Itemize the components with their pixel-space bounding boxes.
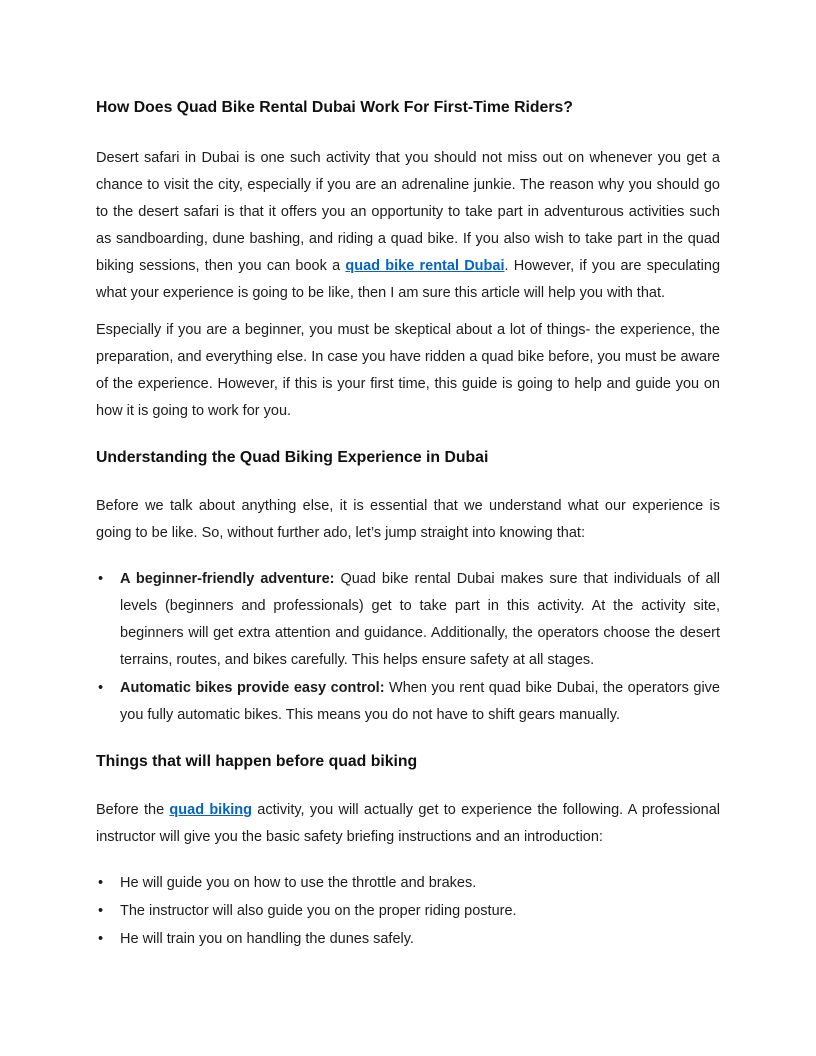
quad-biking-link[interactable]: quad biking (169, 802, 253, 818)
list-item: • The instructor will also guide you on the proper riding posture. (96, 898, 720, 925)
text-run: A beginner-friendly adventure: (120, 571, 335, 587)
text-run: Before the (96, 802, 170, 818)
intro-paragraph-1 (96, 145, 720, 307)
understanding-intro-paragraph: Before we talk about anything else, it is essential that we understand what our experience is going to be like. So, without further ado, let’s jump straight into knowing that: (96, 498, 720, 541)
text-run: activity, you will actually get to experience the following. A professional instructor will give you the basic safety briefing instructions and an introduction: (96, 802, 721, 845)
briefing-bullet-list (96, 870, 720, 953)
text-run: When you rent quad bike Dubai, the operators give you fully automatic bikes. This means you do not have to shift gears manually. (120, 680, 720, 723)
text-run: Quad bike rental Dubai makes sure that individuals of all levels (beginners and professionals) get to take part in this activity. At the activity site, beginners will get extra attention and guidance. Additionally, the operators choose the desert terrains, routes, and bikes carefully. This helps ensure safety at all stages. (120, 571, 720, 668)
quad-bike-rental-dubai-link[interactable]: quad bike rental Dubai (345, 258, 505, 274)
list-item (96, 675, 720, 729)
list-item: • He will guide you on how to use the throttle and brakes. (96, 870, 720, 897)
list-item: • He will train you on handling the dunes safely. (96, 926, 720, 953)
experience-bullet-list (96, 566, 720, 729)
section-heading-before-quad-biking: Things that will happen before quad biking (96, 753, 418, 770)
list-item (96, 566, 720, 674)
intro-paragraph-2: Especially if you are a beginner, you must be skeptical about a lot of things- the experience, the preparation, and everything else. In case you have ridden a quad bike before, you must be aware of the experience. However, if this is your first time, this guide is going to help and guide you on how it is going to work for you. (96, 322, 720, 419)
text-run: . However, if you are speculating what your experience is going to be like, then I am sure this article will help you with that. (96, 258, 721, 301)
section-heading-understanding: Understanding the Quad Biking Experience in Dubai (96, 449, 489, 466)
text-run: Desert safari in Dubai is one such activity that you should not miss out on whenever you get a chance to visit the city, especially if you are an adrenaline junkie. The reason why you should go to the desert safari is that it offers you an opportunity to take part in adventurous activities such as sandboarding, dune bashing, and riding a quad bike. If you also wish to take part in the quad biking sessions, then you can book a (96, 150, 720, 274)
document-title: How Does Quad Bike Rental Dubai Work For First-Time Riders? (96, 99, 573, 116)
text-run: Automatic bikes provide easy control: (120, 680, 385, 696)
before-intro-paragraph (96, 797, 720, 851)
